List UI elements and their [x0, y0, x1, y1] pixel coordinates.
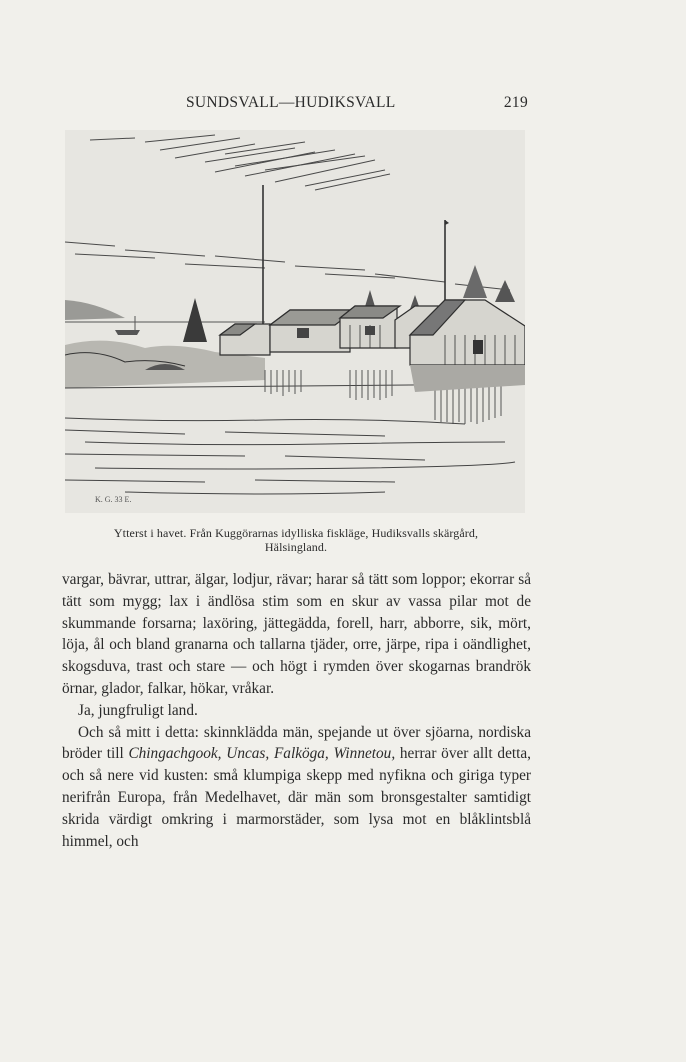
page-number: 219 — [503, 94, 528, 111]
name-chingachgook: Chingachgook, — [128, 745, 222, 763]
paragraph-2: Ja, jungfruligt land. — [78, 701, 198, 719]
paragraph-3-text-b: herrar över allt detta, och så nere vid kusten: små klumpiga skepp med nyfikna och giriga typer nerifrån Europa, från Medelhavet, där män som bronsgestalter samtidigt skrida värdigt omkring i marmorstäder, som lysa mot en blåklintsblå himmel, och — [62, 745, 531, 850]
paragraph-3-text-a: Och så mitt i detta: skinnklädda män, spejande ut över sjöarna, nordiska bröder till — [62, 723, 531, 763]
caption-line-2: Hälsingland. — [264, 540, 328, 554]
paragraph-1: vargar, bävrar, uttrar, älgar, lodjur, rävar; harar så tätt som loppor; ekorrar så tätt som mygg; lax i ändlösa stim som en skur av vassa pilar mot de skummande forsarna; laxöring, jättegädda, forell, harr, abborre, sik, mört, löja, ål och bland granarna och tallarna tjäder, orre, järpe, ripa i oändlighet, skogsduva, trast och stare — och högt i rymden över skogarnas brandrök örnar, glador, falkar, hökar, vråkar. — [62, 571, 531, 697]
name-uncas: Uncas, — [226, 745, 270, 763]
name-winnetou: Winnetou, — [333, 745, 396, 763]
artist-signature: K. G. 33 E. — [95, 495, 132, 504]
paragraph-3 — [62, 722, 531, 853]
harbor-drawing — [65, 130, 525, 513]
running-head-title: SUNDSVALL—HUDIKSVALL — [186, 94, 396, 111]
caption-line-1: Ytterst i havet. Från Kuggörarnas idylliska fiskläge, Hudiksvalls skärgård, — [113, 526, 479, 540]
figure-caption — [62, 526, 530, 554]
running-head — [62, 94, 530, 114]
body-text — [62, 569, 531, 852]
name-falkoga: Falköga, — [273, 745, 329, 763]
illustration-plate — [65, 130, 525, 513]
